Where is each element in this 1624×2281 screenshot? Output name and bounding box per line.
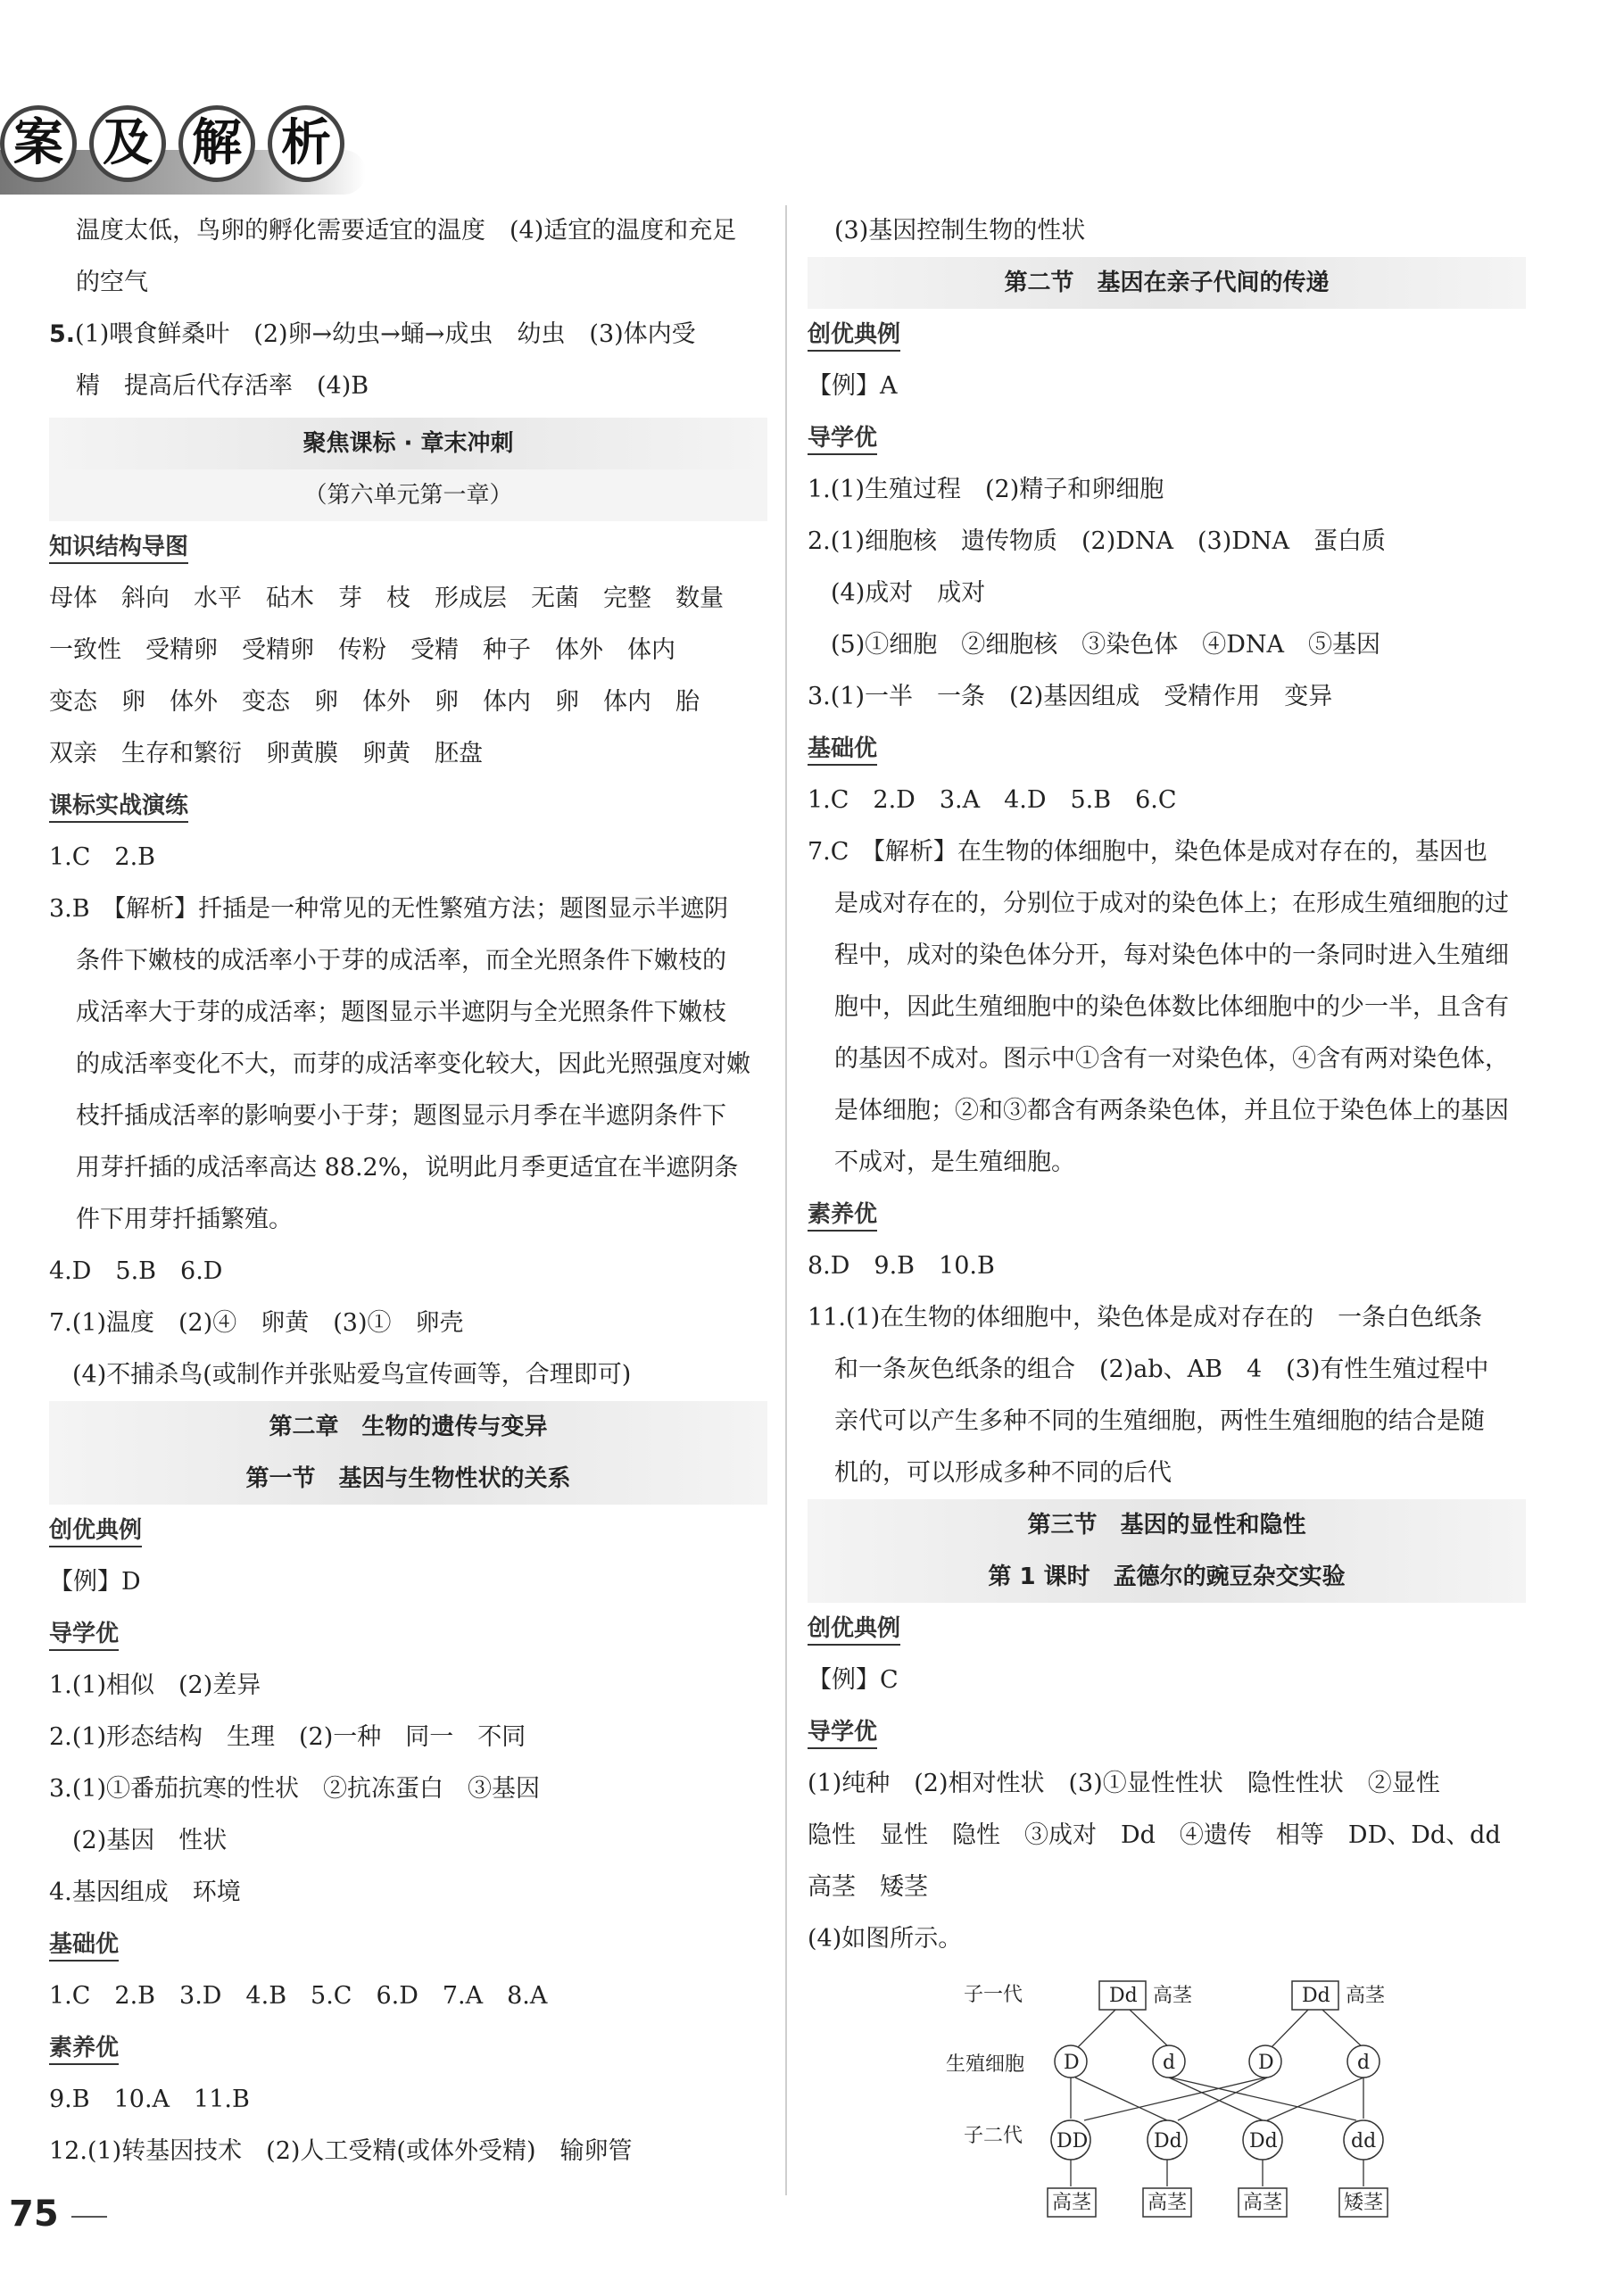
- text-line: 7.(1)温度 (2)④ 卵黄 (3)① 卵壳: [49, 1309, 464, 1337]
- text-line: 1.C 2.D 3.A 4.D 5.B 6.C: [808, 786, 1177, 814]
- text-line: (2)基因 性状: [72, 1827, 228, 1854]
- section-heading: 知识结构导图: [49, 532, 188, 564]
- text-line: 件下用芽扦插繁殖。: [76, 1206, 293, 1233]
- trait-label: 高茎: [1052, 2192, 1092, 2214]
- section-heading: 导学优: [49, 1619, 119, 1651]
- gamete-label: D: [1064, 2052, 1080, 2074]
- header-char: 解: [178, 105, 255, 182]
- trait-label: 矮茎: [1344, 2192, 1384, 2214]
- text-line: 机的，可以形成多种不同的后代: [834, 1459, 1172, 1487]
- offspring-genotype: dd: [1351, 2130, 1377, 2152]
- text-line: 9.B 10.A 11.B: [49, 2086, 250, 2113]
- trait-label: 高茎: [1148, 2192, 1188, 2214]
- text-line: 是成对存在的，分别位于成对的染色体上；在形成生殖细胞的过: [834, 890, 1509, 917]
- offspring-genotype: Dd: [1154, 2130, 1182, 2152]
- row-label-f2: 子二代: [964, 2125, 1023, 2147]
- text-line: 3.(1)一半 一条 (2)基因组成 受精作用 变异: [808, 683, 1333, 710]
- text-line: (4)成对 成对: [831, 579, 986, 607]
- text-line: 条件下嫩枝的成活率小于芽的成活率，而全光照条件下嫩枝的: [76, 947, 726, 975]
- text-line: 一致性 受精卵 受精卵 传粉 受精 种子 体外 体内: [49, 636, 675, 664]
- parent-trait: 高茎: [1346, 1985, 1386, 2007]
- answer-text: (1)喂食鲜桑叶 (2)卵→幼虫→蛹→成虫 幼虫 (3)体内受: [75, 320, 696, 348]
- text-line: 的成活率变化不大，而芽的成活率变化较大，因此光照强度对嫩: [76, 1050, 750, 1078]
- text-line: 2.(1)形态结构 生理 (2)一种 同一 不同: [49, 1723, 526, 1751]
- section-heading: 基础优: [808, 734, 877, 766]
- text-line: 【例】D: [49, 1568, 141, 1596]
- section-heading: 素养优: [808, 1199, 877, 1232]
- text-line: (4)不捕杀鸟(或制作并张贴爱鸟宣传画等，合理即可): [72, 1361, 632, 1389]
- text-line: (5)①细胞 ②细胞核 ③染色体 ④DNA ⑤基因: [831, 631, 1381, 659]
- cross-diagram-svg: [928, 1972, 1428, 2231]
- text-line: 11.(1)在生物的体细胞中，染色体是成对存在的 一条白色纸条: [808, 1304, 1483, 1331]
- text-line: 双亲 生存和繁衍 卵黄膜 卵黄 胚盘: [49, 740, 483, 767]
- text-line: 1.(1)生殖过程 (2)精子和卵细胞: [808, 476, 1164, 503]
- connector-lines: [1071, 2010, 1363, 2186]
- chapter-title: 第二章 生物的遗传与变异: [49, 1401, 767, 1453]
- parent-genotype: Dd: [1109, 1985, 1138, 2007]
- section-heading: 课标实战演练: [49, 791, 188, 823]
- header-char: 案: [0, 105, 77, 182]
- header-char: 及: [89, 105, 166, 182]
- section-heading: 创优典例: [808, 319, 900, 352]
- left-column: [49, 205, 767, 2177]
- section-heading: 创优典例: [49, 1515, 142, 1547]
- text-line: 1.C 2.B 3.D 4.B 5.C 6.D 7.A 8.A: [49, 1982, 548, 2010]
- answer-5-line: [49, 309, 767, 361]
- answer-header-banner: [0, 89, 375, 195]
- section-heading: 素养优: [49, 2033, 119, 2065]
- text-line: 12.(1)转基因技术 (2)人工受精(或体外受精) 输卵管: [49, 2137, 633, 2165]
- text-line: 程中，成对的染色体分开，每对染色体中的一条同时进入生殖细: [834, 941, 1509, 969]
- text-line: 枝扦插成活率的影响要小于芽；题图显示月季在半遮阴条件下: [76, 1102, 726, 1130]
- band-title: 聚焦课标 · 章末冲刺: [49, 418, 767, 469]
- text-line: 成活率大于芽的成活率；题图显示半遮阴与全光照条件下嫩枝: [76, 999, 726, 1026]
- text-line: 温度太低，鸟卵的孵化需要适宜的温度 (4)适宜的温度和充足: [76, 217, 737, 245]
- offspring-genotype: DD: [1056, 2130, 1089, 2152]
- question-number: 5.: [49, 320, 76, 348]
- parent-trait: 高茎: [1153, 1985, 1193, 2007]
- offspring-genotype: Dd: [1249, 2130, 1278, 2152]
- text-line: 胞中，因此生殖细胞中的染色体数比体细胞中的少一半，且含有: [834, 993, 1509, 1021]
- text-line: 8.D 9.B 10.B: [808, 1252, 995, 1280]
- band-subtitle: （第六单元第一章）: [49, 469, 767, 521]
- text-line: 是体细胞；②和③都含有两条染色体，并且位于染色体上的基因: [834, 1097, 1509, 1124]
- right-column: [808, 205, 1526, 1965]
- row-label-gamete: 生殖细胞: [946, 2053, 1025, 2076]
- text-line: (3)基因控制生物的性状: [834, 217, 1086, 245]
- text-line: 7.C 【解析】在生物的体细胞中，染色体是成对存在的，基因也: [808, 838, 1487, 866]
- text-line: 【例】A: [808, 372, 898, 400]
- text-line: 不成对，是生殖细胞。: [834, 1149, 1075, 1176]
- section-title: 第三节 基因的显性和隐性: [808, 1499, 1526, 1551]
- text-line: 亲代可以产生多种不同的生殖细胞，两性生殖细胞的结合是随: [834, 1407, 1485, 1435]
- text-line: 和一条灰色纸条的组合 (2)ab、AB 4 (3)有性生殖过程中: [834, 1356, 1489, 1383]
- text-line: (1)纯种 (2)相对性状 (3)①显性性状 隐性性状 ②显性: [808, 1770, 1440, 1797]
- text-line: (4)如图所示。: [808, 1925, 963, 1953]
- trait-label: 高茎: [1243, 2192, 1283, 2214]
- page-number: 75: [9, 2194, 59, 2235]
- genetic-cross-diagram: [928, 1972, 1428, 2231]
- header-char: 析: [268, 105, 344, 182]
- footer-rule: [71, 2216, 107, 2218]
- text-line: 变态 卵 体外 变态 卵 体外 卵 体内 卵 体内 胎: [49, 688, 700, 716]
- row-label-f1: 子一代: [964, 1984, 1023, 2006]
- text-line: 1.(1)相似 (2)差异: [49, 1671, 261, 1699]
- text-line: 【例】C: [808, 1666, 899, 1694]
- column-divider: [785, 205, 787, 2195]
- gamete-label: D: [1258, 2052, 1274, 2074]
- section-heading: 导学优: [808, 423, 877, 455]
- section-heading: 创优典例: [808, 1613, 900, 1646]
- text-line: 3.(1)①番茄抗寒的性状 ②抗冻蛋白 ③基因: [49, 1775, 541, 1803]
- text-line: 4.基因组成 环境: [49, 1879, 241, 1906]
- text-line: 用芽扦插的成活率高达 88.2%，说明此月季更适宜在半遮阴条: [76, 1154, 739, 1182]
- text-line: 精 提高后代存活率 (4)B: [76, 372, 369, 400]
- lesson-title: 第 1 课时 孟德尔的豌豆杂交实验: [808, 1551, 1526, 1603]
- text-line: 2.(1)细胞核 遗传物质 (2)DNA (3)DNA 蛋白质: [808, 527, 1387, 555]
- section-title: 第二节 基因在亲子代间的传递: [808, 257, 1526, 309]
- text-line: 母体 斜向 水平 砧木 芽 枝 形成层 无菌 完整 数量: [49, 585, 724, 612]
- section-heading: 基础优: [49, 1929, 119, 1962]
- text-line: 高茎 矮茎: [808, 1873, 928, 1901]
- section-heading: 导学优: [808, 1717, 877, 1749]
- text-line: 隐性 显性 隐性 ③成对 Dd ④遗传 相等 DD、Dd、dd: [808, 1821, 1501, 1849]
- text-line: 的基因不成对。图示中①含有一对染色体，④含有两对染色体，: [834, 1045, 1509, 1073]
- text-line: 的空气: [76, 269, 148, 296]
- section-title: 第一节 基因与生物性状的关系: [49, 1453, 767, 1505]
- text-line: 3.B 【解析】扦插是一种常见的无性繁殖方法；题图显示半遮阴: [49, 895, 729, 923]
- parent-genotype: Dd: [1302, 1985, 1330, 2007]
- gamete-label: d: [1163, 2052, 1176, 2074]
- gamete-label: d: [1357, 2052, 1371, 2074]
- text-line: 4.D 5.B 6.D: [49, 1257, 223, 1285]
- text-line: 1.C 2.B: [49, 843, 156, 871]
